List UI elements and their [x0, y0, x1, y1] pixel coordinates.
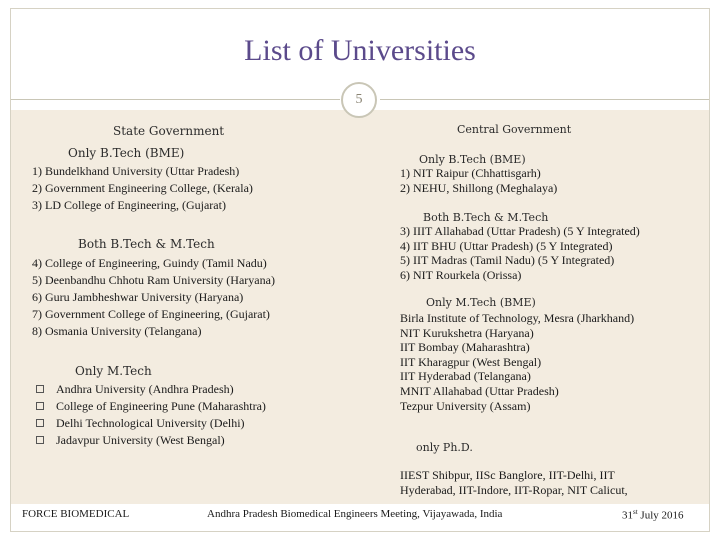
right-both-heading: Both B.Tech & M.Tech: [423, 211, 549, 224]
left-both-list: [32, 255, 275, 340]
list-item: 8) Osmania University (Telangana): [32, 324, 202, 338]
divider-right: [380, 99, 709, 100]
list-item: 3) LD College of Engineering, (Gujarat): [32, 198, 226, 212]
footer-organization: FORCE BIOMEDICAL: [22, 508, 130, 520]
list-item: Delhi Technological University (Delhi): [36, 415, 266, 432]
state-government-heading: State Government: [113, 124, 225, 138]
right-only-btech-list: [400, 166, 557, 195]
list-item: IIT Kharagpur (West Bengal): [400, 354, 542, 369]
left-only-btech-heading: Only B.Tech (BME): [68, 146, 185, 160]
right-only-mtech-heading: Only M.Tech (BME): [426, 296, 536, 309]
list-item: 2) NEHU, Shillong (Meghalaya): [400, 180, 558, 195]
list-item: 4) IIT BHU (Uttar Pradesh) (5 Y Integrated): [400, 238, 613, 253]
left-only-btech-list: [32, 163, 253, 214]
list-item: IIT Hyderabad (Telangana): [400, 369, 531, 384]
list-item: 1) NIT Raipur (Chhattisgarh): [400, 166, 541, 180]
checkbox-bullet-icon: [36, 419, 44, 427]
footer-date: 31st July 2016: [622, 508, 684, 522]
right-phd-list: [400, 468, 628, 497]
list-item: Birla Institute of Technology, Mesra (Jharkhand): [400, 311, 635, 325]
list-item: 7) Government College of Engineering, (Gujarat): [32, 307, 270, 321]
list-item: 2) Government Engineering College, (Kerala): [32, 181, 253, 195]
list-item: IIEST Shibpur, IISc Banglore, IIT-Delhi, IIT: [400, 468, 615, 482]
central-government-heading: Central Government: [457, 123, 572, 136]
footer-event: Andhra Pradesh Biomedical Engineers Meeting, Vijayawada, India: [207, 508, 503, 520]
left-only-mtech-list: [36, 381, 266, 449]
list-item: Jadavpur University (West Bengal): [36, 432, 266, 449]
list-item: 4) College of Engineering, Guindy (Tamil Nadu): [32, 256, 267, 270]
list-item: Tezpur University (Assam): [400, 398, 531, 413]
left-both-heading: Both B.Tech & M.Tech: [78, 237, 215, 251]
page-number: 5: [355, 92, 363, 107]
slide-title: List of Universities: [244, 34, 476, 67]
list-item: MNIT Allahabad (Uttar Pradesh): [400, 383, 559, 398]
left-only-mtech-heading: Only M.Tech: [75, 364, 152, 378]
right-only-btech-heading: Only B.Tech (BME): [419, 153, 526, 166]
list-item: 6) NIT Rourkela (Orissa): [400, 267, 522, 282]
list-item: College of Engineering Pune (Maharashtra): [36, 398, 266, 415]
checkbox-bullet-icon: [36, 436, 44, 444]
list-item: 6) Guru Jambheshwar University (Haryana): [32, 290, 244, 304]
list-item: 3) IIIT Allahabad (Uttar Pradesh) (5 Y Integrated): [400, 224, 640, 238]
page-number-badge: [341, 82, 377, 118]
list-item: 1) Bundelkhand University (Uttar Pradesh): [32, 164, 240, 178]
checkbox-bullet-icon: [36, 402, 44, 410]
divider-left: [11, 99, 340, 100]
list-item: 5) IIT Madras (Tamil Nadu) (5 Y Integrated): [400, 253, 615, 268]
list-item: NIT Kurukshetra (Haryana): [400, 325, 534, 340]
list-item: Hyderabad, IIT-Indore, IIT-Ropar, NIT Calicut,: [400, 482, 628, 497]
list-item: IIT Bombay (Maharashtra): [400, 340, 530, 355]
right-only-mtech-list: [400, 311, 634, 413]
list-item: 5) Deenbandhu Chhotu Ram University (Haryana): [32, 273, 275, 287]
right-both-list: [400, 224, 640, 282]
right-phd-heading: only Ph.D.: [416, 441, 473, 454]
list-item: Andhra University (Andhra Pradesh): [36, 381, 266, 398]
checkbox-bullet-icon: [36, 385, 44, 393]
